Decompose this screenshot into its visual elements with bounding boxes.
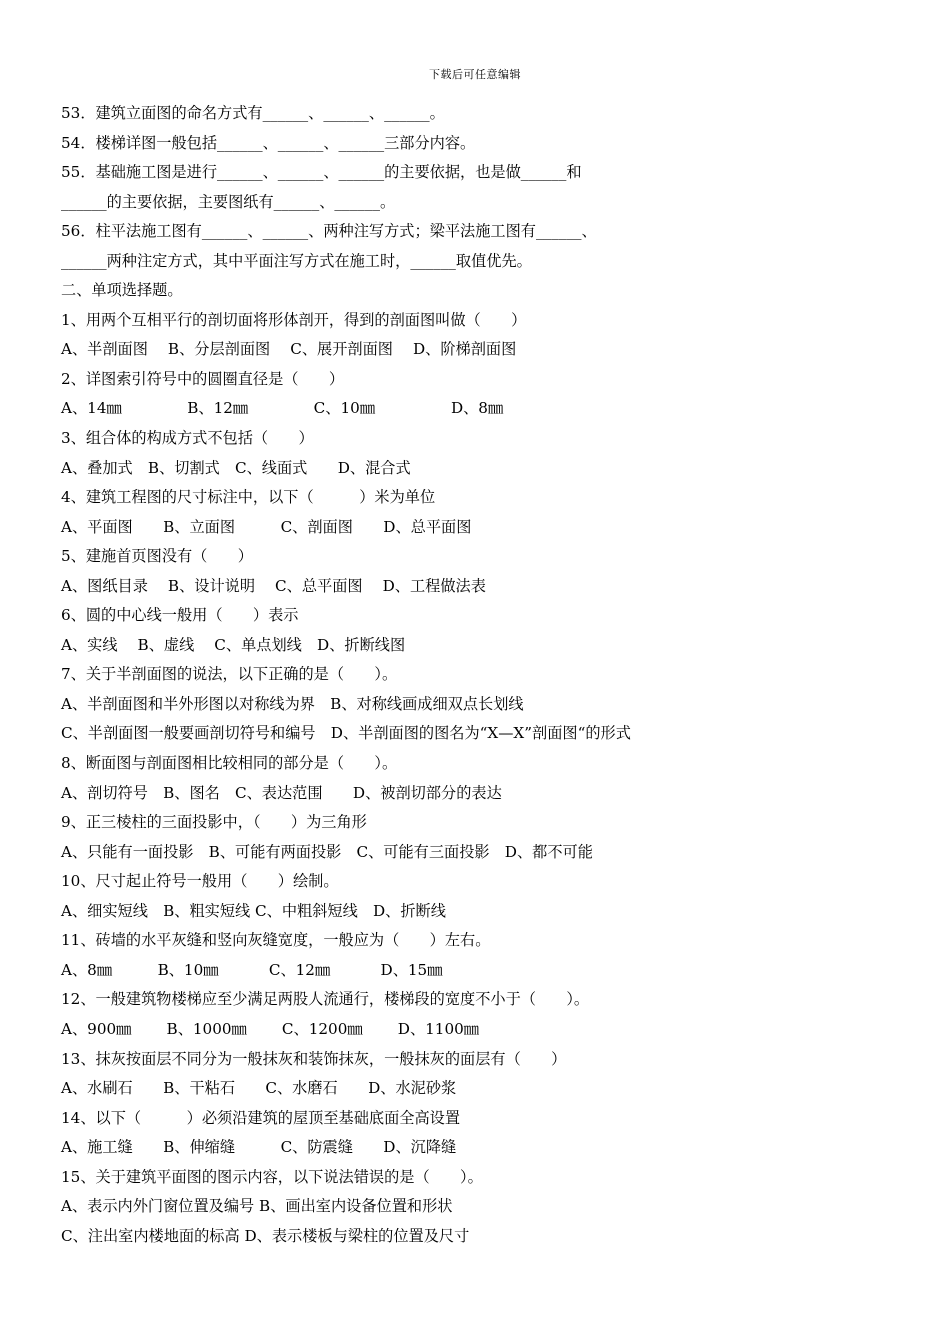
question-text: 5、建施首页图没有（ ） [61,547,253,566]
answer-options: A、剖切符号 B、图名 C、表达范围 D、被剖切部分的表达 [61,783,502,802]
text-line: ______的主要依据，主要图纸有______、______。 [61,192,396,211]
text-line: 56．柱平法施工图有______、______、两种注写方式；梁平法施工图有______、 [61,222,597,241]
answer-options: A、水刷石 B、干粘石 C、水磨石 D、水泥砂浆 [61,1079,457,1098]
question-text: 14、以下（ ）必须沿建筑的屋顶至基础底面全高设置 [61,1108,461,1127]
answer-options: A、叠加式 B、切割式 C、线面式 D、混合式 [61,458,411,477]
question-list [61,99,921,1251]
question-text: 2、详图索引符号中的圆圈直径是（ ） [61,369,345,388]
answer-options: C、半剖面图一般要画剖切符号和编号 D、半剖面图的图名为“X—X”剖面图“的形式 [61,724,631,743]
question-text: 6、圆的中心线一般用（ ）表示 [61,606,299,625]
question-text: 4、建筑工程图的尺寸标注中，以下（ ）米为单位 [61,488,436,507]
question-text: 3、组合体的构成方式不包括（ ） [61,429,314,448]
answer-options: A、实线 B、虚线 C、单点划线 D、折断线图 [61,635,406,654]
question-text: 9、正三棱柱的三面投影中，（ ）为三角形 [61,813,367,832]
answer-options: A、14㎜ B、12㎜ C、10㎜ D、8㎜ [61,399,504,418]
question-text: 12、一般建筑物楼梯应至少满足两股人流通行，楼梯段的宽度不小于（ ）。 [61,990,590,1009]
text-line: 54．楼梯详图一般包括______、______、______三部分内容。 [61,133,476,152]
answer-options: A、细实短线 B、粗实短线 C、中粗斜短线 D、折断线 [61,901,446,920]
answer-options: A、900㎜ B、1000㎜ C、1200㎜ D、1100㎜ [61,1019,479,1038]
text-line: ______两种注定方式，其中平面注写方式在施工时，______取值优先。 [61,251,532,270]
text-line: 55．基础施工图是进行______、______、______的主要依据，也是做______和 [61,163,582,182]
answer-options: C、注出室内楼地面的标高 D、表示楼板与梁柱的位置及尺寸 [61,1226,470,1245]
question-text: 15、关于建筑平面图的图示内容，以下说法错误的是（ ）。 [61,1167,483,1186]
answer-options: A、表示内外门窗位置及编号 B、画出室内设备位置和形状 [61,1197,453,1216]
answer-options: A、只能有一面投影 B、可能有两面投影 C、可能有三面投影 D、都不可能 [61,842,593,861]
answer-options: A、施工缝 B、伸缩缝 C、防震缝 D、沉降缝 [61,1138,457,1157]
answer-options: A、8㎜ B、10㎜ C、12㎜ D、15㎜ [61,960,443,979]
question-text: 13、抹灰按面层不同分为一般抹灰和装饰抹灰，一般抹灰的面层有（ ） [61,1049,567,1068]
question-text: 10、尺寸起止符号一般用（ ）绘制。 [61,872,339,891]
question-text: 1、用两个互相平行的剖切面将形体剖开，得到的剖面图叫做（ ） [61,310,527,329]
answer-options: A、图纸目录 B、设计说明 C、总平面图 D、工程做法表 [61,576,486,595]
answer-options: A、半剖面图和半外形图以对称线为界 B、对称线画成细双点长划线 [61,694,524,713]
section-heading: 二、单项选择题。 [61,281,183,300]
text-line: 53．建筑立面图的命名方式有______、______、______。 [61,104,445,122]
answer-options: A、半剖面图 B、分层剖面图 C、展开剖面图 D、阶梯剖面图 [61,340,517,359]
question-text: 7、关于半剖面图的说法，以下正确的是（ ）。 [61,665,398,684]
answer-options: A、平面图 B、立面图 C、剖面图 D、总平面图 [61,517,472,536]
question-text: 8、断面图与剖面图相比较相同的部分是（ ）。 [61,754,398,773]
question-text: 11、砖墙的水平灰缝和竖向灰缝宽度，一般应为（ ）左右。 [61,931,491,950]
page-header: 下载后可任意编辑 [429,68,521,81]
